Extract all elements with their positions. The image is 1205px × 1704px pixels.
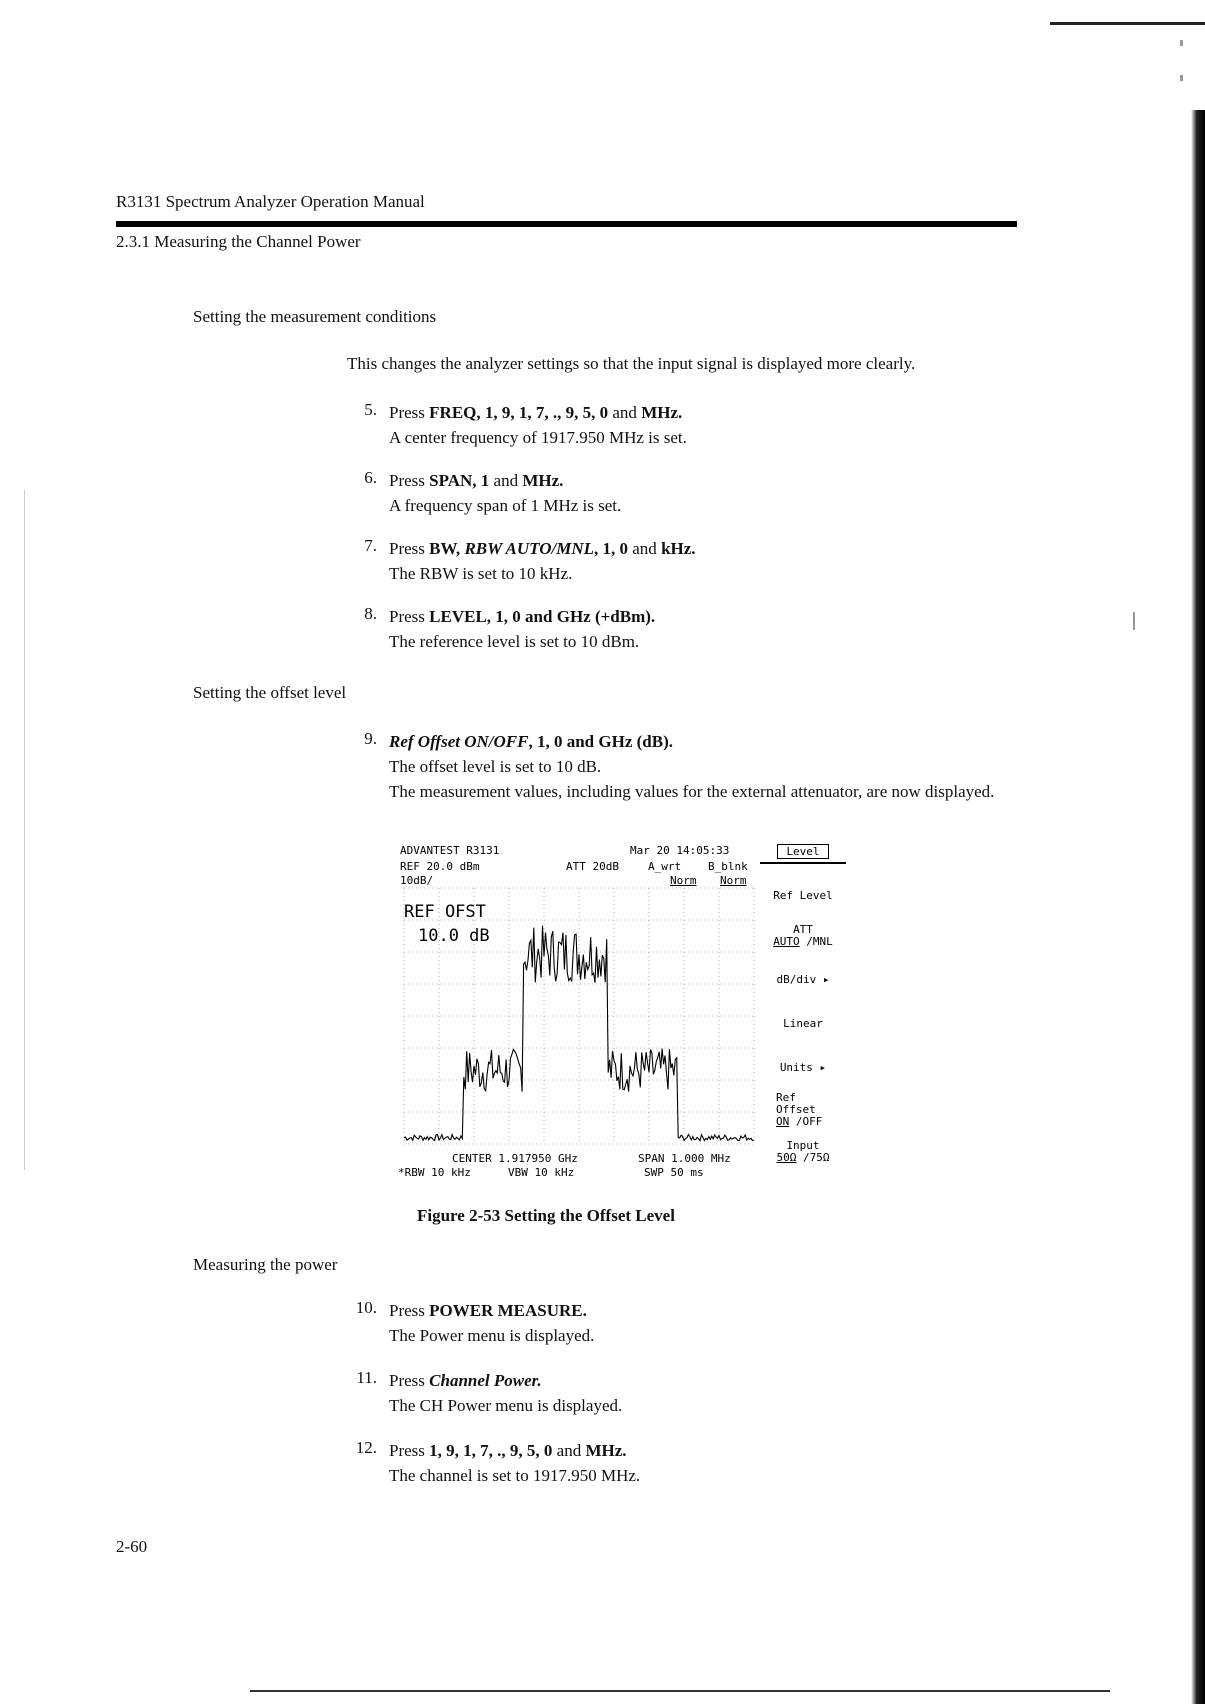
page-number: 2-60 [116,1537,148,1556]
ref-offset-label: REF OFST [404,902,486,922]
softkey-units: Units ▸ [779,1061,827,1074]
step-number: 5. [364,400,377,419]
step-number: 8. [364,604,377,623]
step-number: 11. [356,1368,377,1387]
analyzer-b-norm: Norm [720,874,747,887]
analyzer-datetime: Mar 20 14:05:33 [630,844,730,857]
step-body: Press 1, 9, 1, 7, ., 9, 5, 0 and MHz. The channel is set to 1917.950 MHz. [389,1441,641,1485]
softkey-input: Input 50Ω /75Ω [776,1139,830,1164]
intro-paragraph: This changes the analyzer settings so that the input signal is displayed more clearly. [347,354,916,373]
analyzer-a-mode: A_wrt [648,860,682,873]
header-rule [116,221,1017,227]
softkey-ref-offset: Ref Offset ON /OFF [776,1091,823,1128]
step-result: The channel is set to 1917.950 MHz. [389,1466,641,1485]
step-result: The offset level is set to 10 dB. [389,757,602,776]
step-body: Press FREQ, 1, 9, 1, 7, ., 9, 5, 0 and MHz. A center frequency of 1917.950 MHz is set. [389,403,687,447]
analyzer-brand: ADVANTEST R3131 [400,844,500,857]
softkey-menu-title: Level [760,846,846,858]
step-body: Press BW, RBW AUTO/MNL, 1, 0 and kHz. The RBW is set to 10 kHz. [389,539,696,583]
subhead-measuring-power: Measuring the power [193,1255,338,1274]
step-number: 6. [364,468,377,487]
subhead-measurement-conditions: Setting the measurement conditions [193,307,437,326]
scan-edge-right [1191,110,1205,1704]
analyzer-a-norm: Norm [670,874,697,887]
analyzer-swp: SWP 50 ms [644,1166,704,1179]
scan-speck [1133,612,1135,630]
scan-edge-top [1050,22,1205,25]
step-number: 10. [355,1298,377,1317]
analyzer-att: ATT 20dB [566,860,619,873]
subhead-offset-level: Setting the offset level [193,683,347,702]
softkey-db-div: dB/div ▸ [776,973,830,986]
running-head: R3131 Spectrum Analyzer Operation Manual [116,192,425,211]
analyzer-rbw: *RBW 10 kHz [398,1166,471,1179]
softkey-att: ATT AUTO /MNL [773,923,833,948]
ref-offset-value: 10.0 dB [418,926,490,946]
step-body: Press Channel Power. The CH Power menu is displayed. [389,1371,623,1415]
step-result: The RBW is set to 10 kHz. [389,564,573,583]
softkey-linear: Linear [783,1017,823,1030]
scan-edge-left [24,490,25,1170]
step-result: The reference level is set to 10 dBm. [389,632,640,651]
softkey-ref-level: Ref Level [773,889,833,902]
analyzer-screenshot [398,840,846,1185]
step-number: 12. [355,1438,377,1457]
step-number: 9. [364,729,377,748]
scan-edge-bottom [250,1690,1110,1692]
scan-speck [1180,40,1183,46]
step-body: Press SPAN, 1 and MHz. A frequency span of 1 MHz is set. [389,471,622,515]
step-result: The CH Power menu is displayed. [389,1396,623,1415]
analyzer-center: CENTER 1.917950 GHz [452,1152,578,1165]
step-result: A center frequency of 1917.950 MHz is set. [389,428,687,447]
figure-caption: Figure 2-53 Setting the Offset Level [417,1206,675,1225]
step-result-2: The measurement values, including values for the external attenuator, are now displayed. [389,782,995,801]
step-body: Ref Offset ON/OFF, 1, 0 and GHz (dB). The offset level is set to 10 dB. The measurement values, including values for the external attenuator, are now displayed. [389,732,995,801]
softkey-divider [760,862,846,864]
step-result: The Power menu is displayed. [389,1326,595,1345]
section-title: 2.3.1 Measuring the Channel Power [116,232,361,251]
analyzer-ref-level: REF 20.0 dBm [400,860,480,873]
analyzer-span: SPAN 1.000 MHz [638,1152,731,1165]
analyzer-vbw: VBW 10 kHz [508,1166,575,1179]
step-result: A frequency span of 1 MHz is set. [389,496,622,515]
step-body: Press POWER MEASURE. The Power menu is displayed. [389,1301,595,1345]
scan-speck [1180,75,1183,81]
analyzer-b-mode: B_blnk [708,860,748,873]
step-number: 7. [364,536,377,555]
step-body: Press LEVEL, 1, 0 and GHz (+dBm). The reference level is set to 10 dBm. [389,607,656,651]
analyzer-scale: 10dB/ [400,874,434,887]
